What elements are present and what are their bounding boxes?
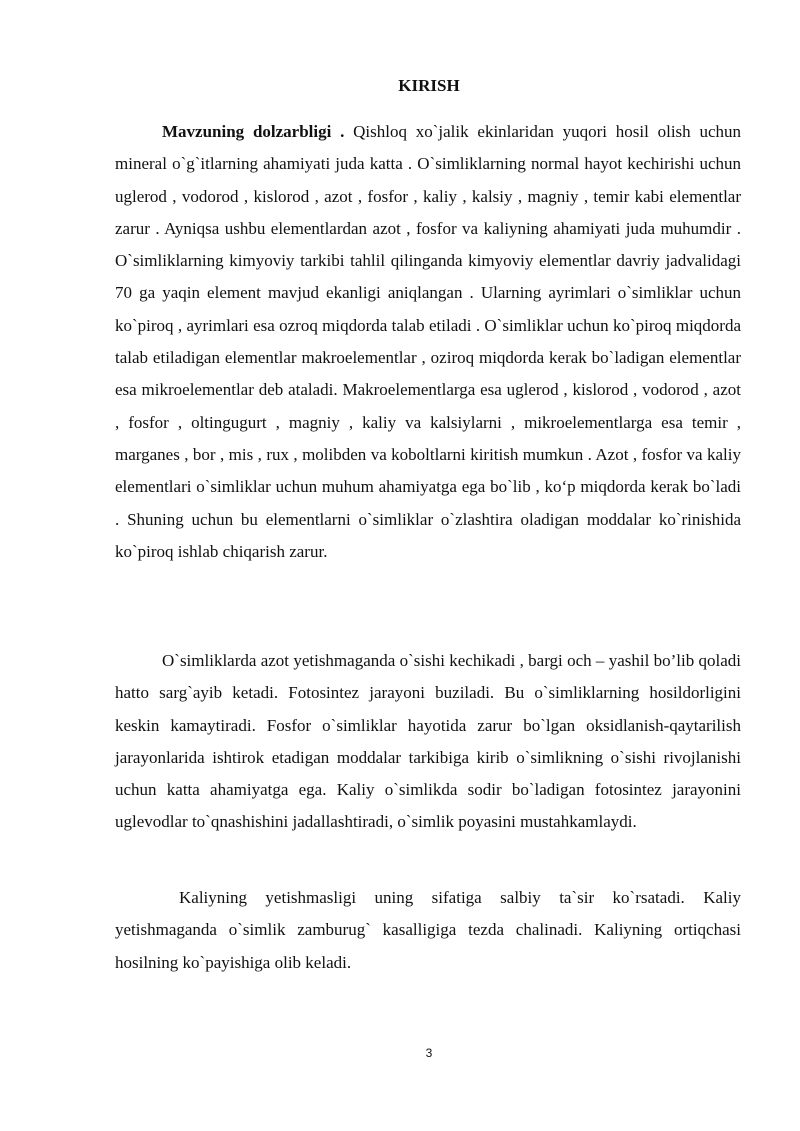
paragraph-text: O`simliklarda azot yetishmaganda o`sishi kechikadi , bargi och – yashil bo’lib qoladi hatto sarg`ayib ketadi. Fotosintez jarayoni buziladi. Bu o`simliklarning hosildorligini keskin kamaytiradi. Fosfor o`simliklar hayotida zarur bo`lgan oksidlanish-qaytarilish jarayonlarida ishtirok etadigan moddalar tarkibiga kirib o`simlikning o`sishi rivojlanishi uchun katta ahamiyatga ega. Kaliy o`simlikda sodir bo`ladigan fotosintez jarayonini uglevodlar to`qnashishini jadallashtiradi, o`simlik poyasini mustahkamlaydi.	[115, 651, 741, 832]
page-title: KIRISH	[398, 76, 460, 95]
paragraph-nitrogen	[115, 645, 741, 839]
paragraph-relevance	[115, 116, 741, 568]
page-number: 3	[425, 1046, 433, 1060]
paragraph-body: Qishloq xo`jalik ekinlaridan yuqori hosil olish uchun mineral o`g`itlarning ahamiyati juda katta . O`simliklarning normal hayot kechirishi uchun uglerod , vodorod , kislorod , azot , fosfor , kaliy , kalsiy , magniy , temir kabi elementlar zarur . Ayniqsa ushbu elementlardan azot , fosfor va kaliyning ahamiyati juda muhumdir . O`simliklarning kimyoviy tarkibi tahlil qilinganda kimyoviy elementlar davriy jadvalidagi 70 ga yaqin element mavjud ekanligi aniqlangan . Ularning ayrimlari o`simliklar uchun ko`piroq , ayrimlari esa ozroq miqdorda talab etiladi . O`simliklar uchun ko`piroq miqdorda talab etiladigan elementlar makroelementlar , oziroq miqdorda kerak bo`ladigan elementlar esa mikroelementlar deb ataladi. Makroelementlarga esa uglerod , kislorod , vodorod , azot , fosfor , oltingugurt , magniy , kaliy va kalsiylarni , mikroelementlarga esa temir , marganes , bor , mis , rux , molibden va koboltlarni kiritish mumkun . Azot , fosfor va kaliy elementlari o`simliklar uchun muhum ahamiyatga ega bo`lib , ko‘p miqdorda kerak bo`ladi . Shuning uchun bu elementlarni o`simliklar o`zlashtira oladigan moddalar ko`rinishida ko`piroq ishlab chiqarish zarur.	[115, 122, 741, 561]
paragraph-text	[115, 116, 741, 568]
paragraph-text: Kaliyning yetishmasligi uning sifatiga salbiy ta`sir ko`rsatadi. Kaliy yetishmaganda o`simlik zamburug` kasalligiga tezda chalinadi. Kaliyning ortiqchasi hosilning ko`payishiga olib keladi.	[115, 888, 741, 972]
paragraph-potassium	[115, 882, 741, 979]
paragraph-lead: Mavzuning dolzarbligi .	[162, 122, 345, 141]
